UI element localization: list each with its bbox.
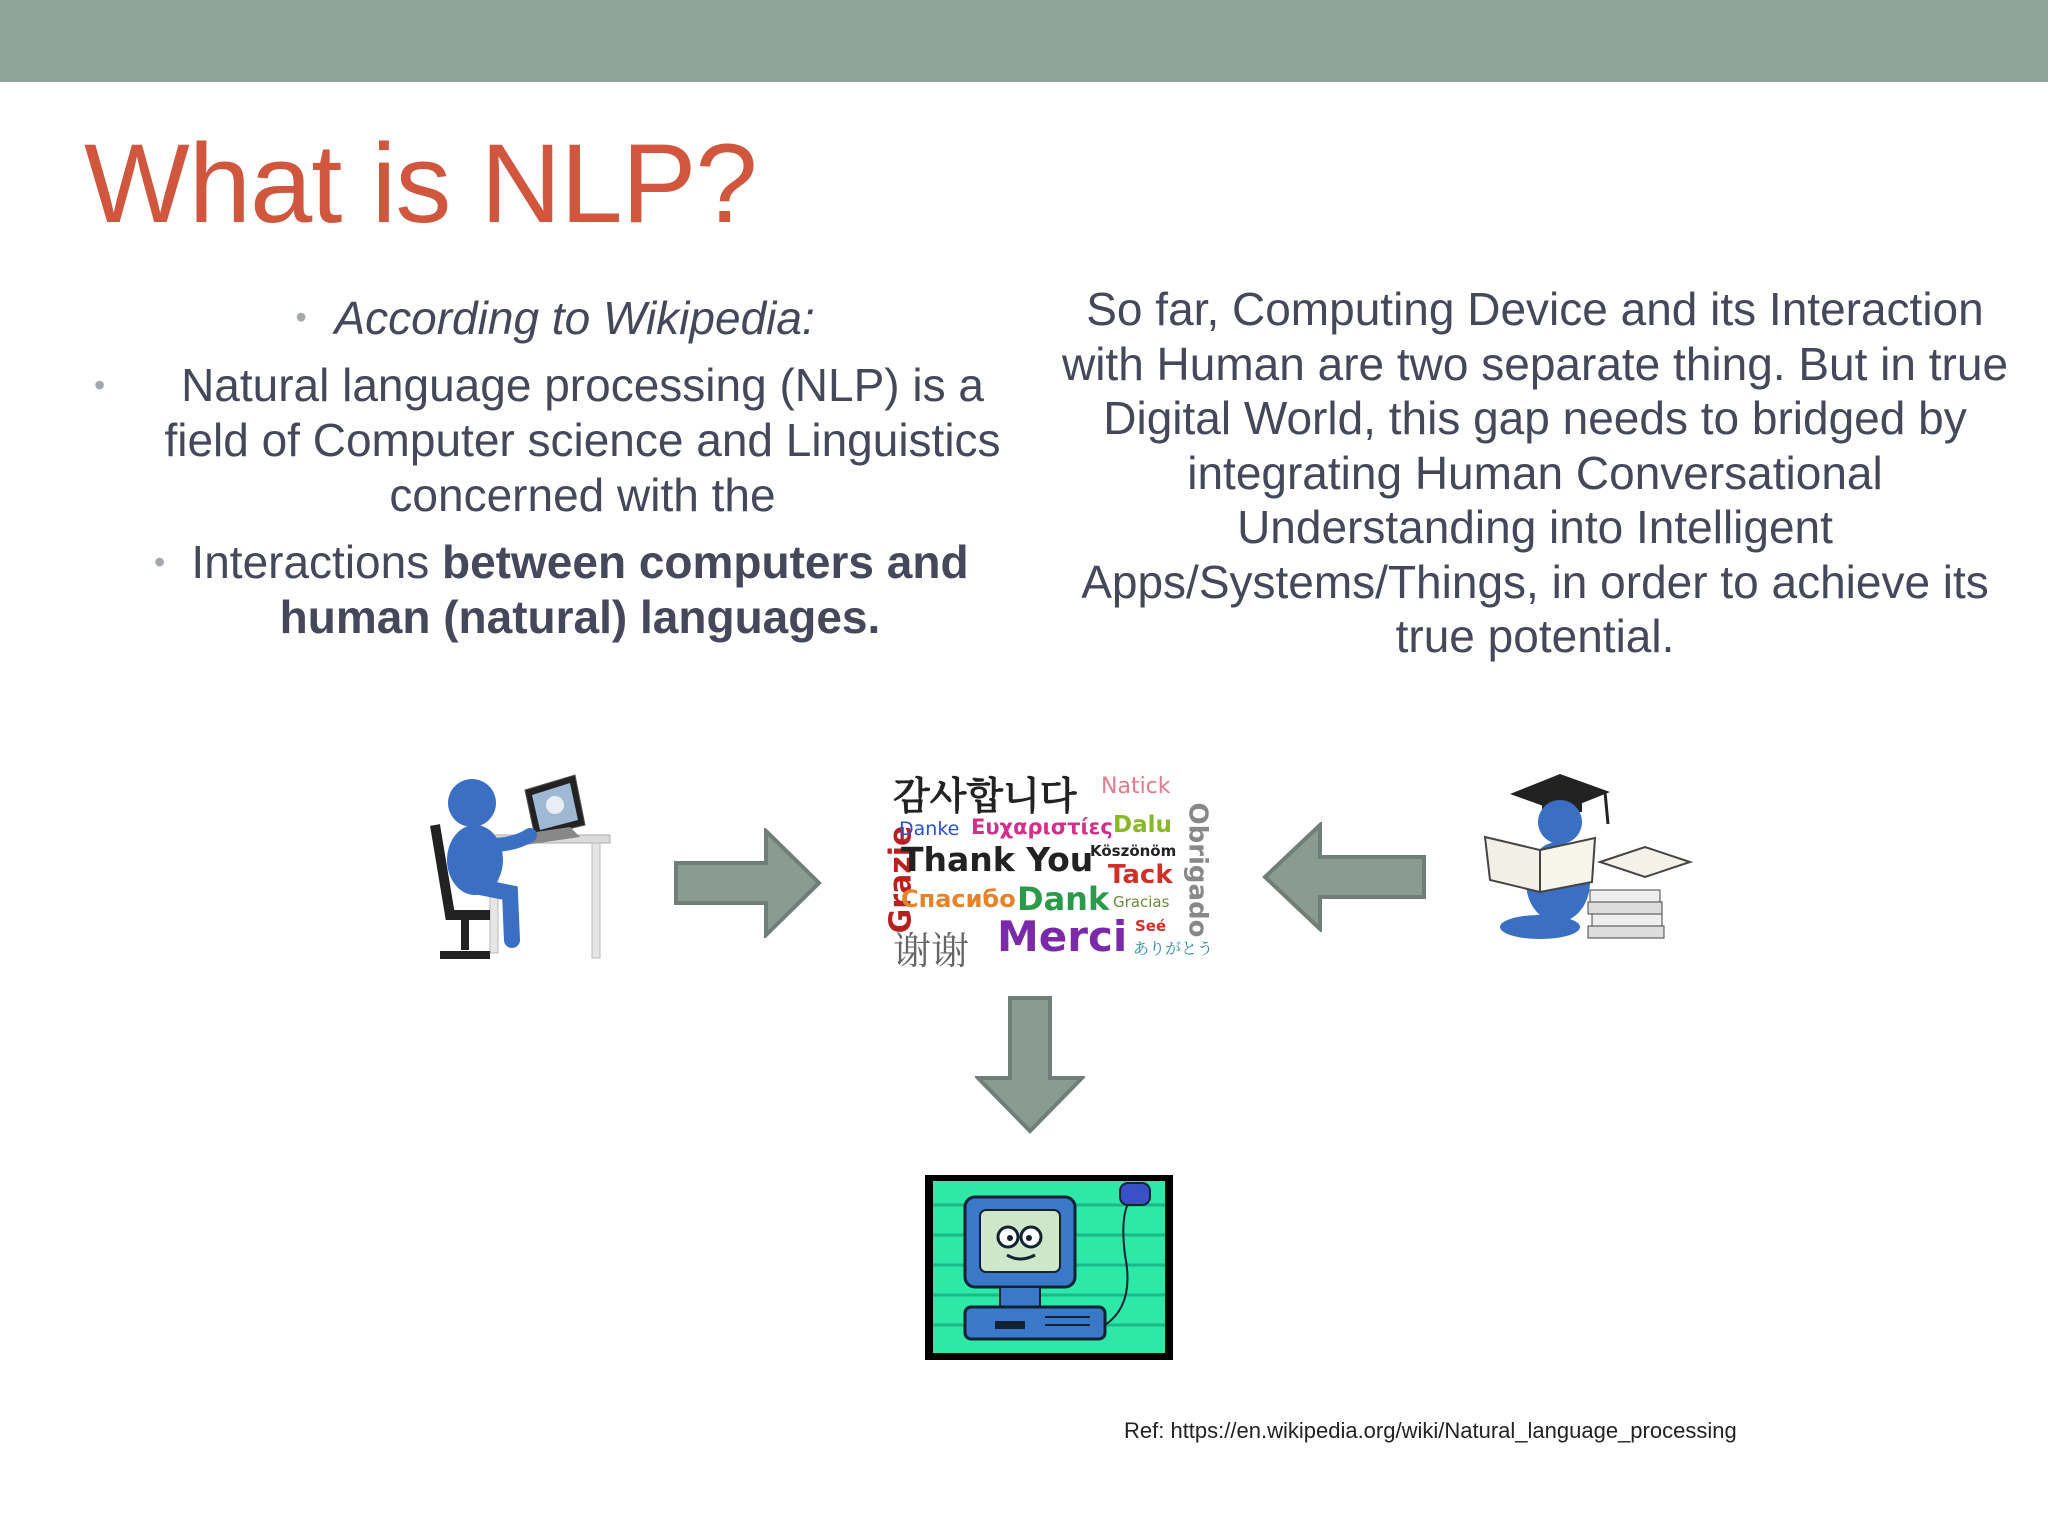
- wc-dalu: Dalu: [1113, 812, 1172, 838]
- wc-merci: Merci: [997, 912, 1128, 961]
- bullet-dot: •: [94, 367, 106, 403]
- wc-gracias: Gracias: [1113, 893, 1170, 911]
- wc-grazie: Grazie: [883, 825, 919, 934]
- graduate-reading-image: [1480, 762, 1695, 942]
- wc-tack: Tack: [1108, 860, 1173, 890]
- bullet-interactions: [80, 535, 1030, 645]
- bullet-text: Interactions: [191, 536, 442, 588]
- top-banner: [0, 0, 2048, 82]
- reference-text: Ref: https://en.wikipedia.org/wiki/Natural_language_processing: [1124, 1418, 1737, 1443]
- wc-korean: 감사합니다: [893, 774, 1077, 818]
- thank-you-word-cloud: [865, 760, 1225, 973]
- bullet-text: Natural language processing (NLP) is a field of Computer science and Linguistics concerned with the: [164, 359, 1001, 521]
- bullet-dot: •: [154, 544, 166, 580]
- wc-chinese: 谢谢: [893, 929, 970, 973]
- bullet-text: According to Wikipedia:: [334, 292, 815, 344]
- person-at-computer-image: [420, 765, 620, 970]
- down-arrow-icon: [975, 995, 1085, 1135]
- wc-spasibo: Спасибо: [901, 885, 1016, 913]
- wc-danke: Danke: [899, 818, 960, 840]
- right-text-block: So far, Computing Device and its Interaction with Human are two separate thing. But in true Digital World, this gap needs to bridged by integrating Human Conversational Understanding into Intelligent Apps/Systems/Things, in order to achieve its true potential.: [1061, 283, 2009, 662]
- wc-natick: Natick: [1101, 774, 1171, 799]
- bullet-definition: [80, 358, 1030, 523]
- wc-obrigado: Obrigado: [1182, 802, 1213, 938]
- wc-koszonom: Köszönöm: [1090, 842, 1177, 860]
- right-arrow-icon: [673, 828, 823, 938]
- left-arrow-icon: [1262, 822, 1427, 932]
- wc-greek: Ευχαριστίες: [971, 815, 1113, 839]
- wc-see: Seé: [1135, 917, 1167, 935]
- slide-title: What is NLP?: [84, 121, 757, 246]
- wc-japanese: ありがとう: [1133, 939, 1214, 958]
- bullet-text-bold: between computers and human (natural) languages.: [279, 536, 969, 643]
- wc-thank-you: Thank You: [901, 840, 1094, 879]
- bullet-according: [80, 290, 1030, 346]
- wc-dank: Dank: [1017, 880, 1110, 918]
- smiling-computer-image: [925, 1175, 1173, 1360]
- bullet-dot: •: [295, 299, 307, 335]
- left-text-column: [80, 290, 1030, 645]
